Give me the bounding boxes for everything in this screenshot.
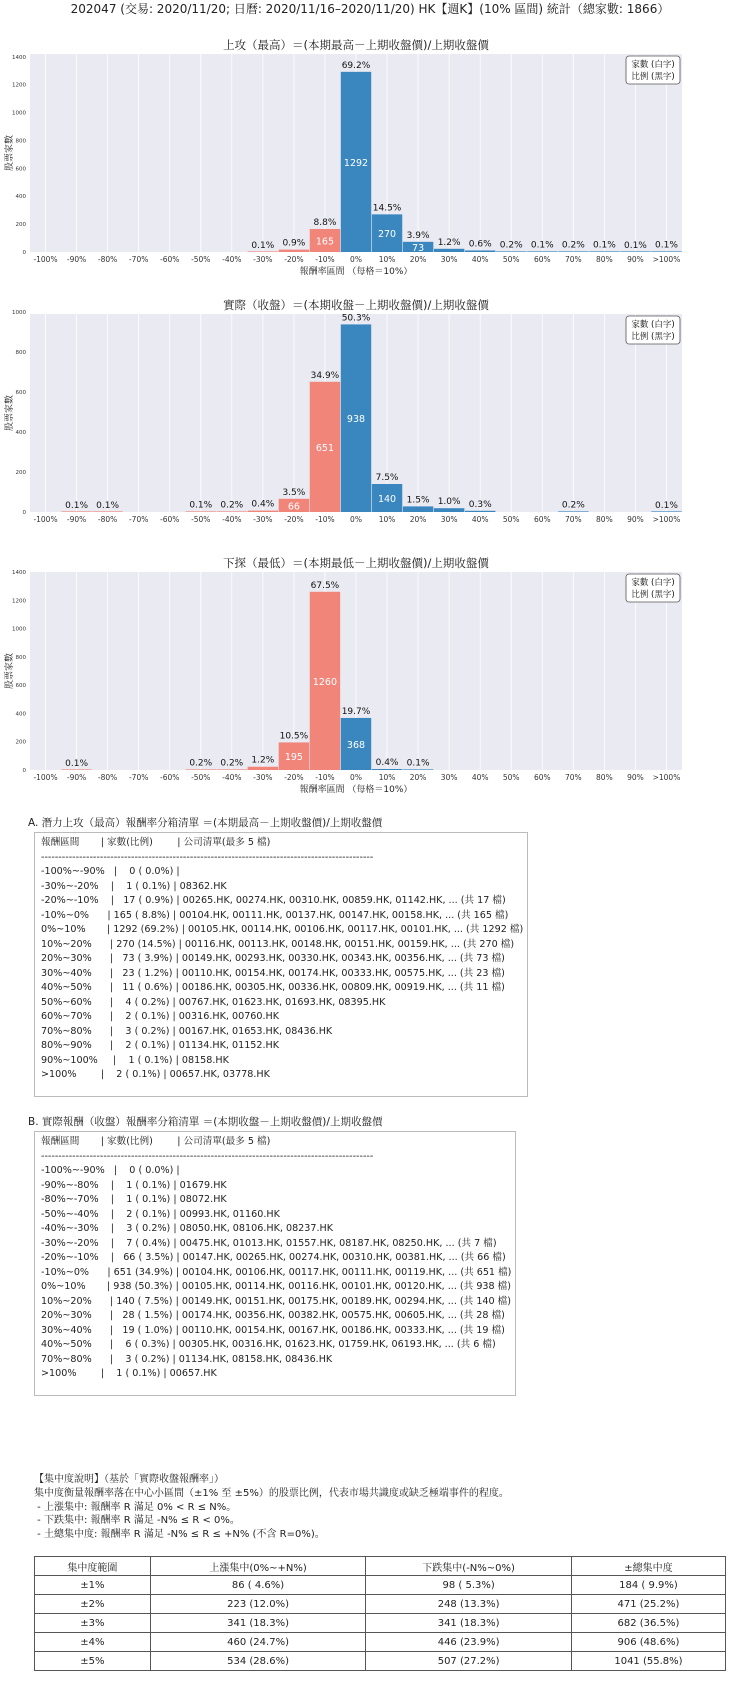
bar-pct-label: 0.1% xyxy=(530,240,554,251)
bar xyxy=(92,511,122,512)
bar xyxy=(217,769,247,770)
x-tick-label: -20% xyxy=(284,255,304,264)
table-row: 30%~40% | 23 ( 1.2%) | 00110.HK, 00154.HK, 00174.HK, 00333.HK, 00575.HK, ... (共 23 檔) xyxy=(41,967,505,979)
section-a-separator: ------------------------------------------------------------------------------------------------ xyxy=(41,851,374,863)
concentration-cell: 341 (18.3%) xyxy=(366,1614,572,1633)
table-row: 70%~80% | 3 ( 0.2%) | 00167.HK, 01653.HK, 08436.HK xyxy=(41,1025,333,1037)
y-tick-label: 800 xyxy=(15,138,26,145)
bar-pct-label: 50.3% xyxy=(341,313,371,324)
section-a-header: 報酬區間 | 家數(比例) | 公司清單(最多 5 檔) xyxy=(41,837,271,848)
section-b-title: B. 實際報酬（收盤）報酬率分箱清單 ＝(本期收盤－上期收盤價)/上期收盤價 xyxy=(28,1116,383,1128)
x-tick-label: -10% xyxy=(315,255,335,264)
bar-count-label: 1292 xyxy=(343,157,369,169)
section-b-table xyxy=(34,1131,516,1396)
page-title: 202047 (交易: 2020/11/20; 日曆: 2020/11/16–2020/11/20) HK【週K】(10% 區間) 統計（總家數: 1866） xyxy=(70,2,670,16)
section-b-separator: ------------------------------------------------------------------------------------------------ xyxy=(41,1150,374,1162)
x-axis-label: 報酬率區間 （每格＝10%） xyxy=(299,267,413,277)
concentration-note: 【集中度說明】（基於「實際收盤報酬率」） xyxy=(34,1474,224,1485)
y-tick-label: 1200 xyxy=(12,82,26,89)
concentration-row xyxy=(35,1595,726,1614)
x-tick-label: 90% xyxy=(627,515,644,524)
legend-entry: 家數 (白字) xyxy=(631,60,675,70)
x-tick-label: -40% xyxy=(222,773,242,782)
concentration-cell: ±2% xyxy=(35,1595,151,1614)
concentration-row xyxy=(35,1633,726,1652)
y-tick-label: 200 xyxy=(15,739,26,746)
bar-pct-label: 7.5% xyxy=(375,473,399,483)
bar xyxy=(248,767,278,770)
concentration-cell: 471 (25.2%) xyxy=(571,1595,725,1614)
y-axis-label: 股票家數 xyxy=(5,134,15,172)
bar-count-label: 1260 xyxy=(312,676,338,688)
bar-pct-label: 0.1% xyxy=(65,500,89,511)
x-tick-label: -90% xyxy=(66,255,87,264)
bar-pct-label: 0.1% xyxy=(65,758,89,769)
x-tick-label: 20% xyxy=(409,255,427,264)
bar xyxy=(434,508,464,512)
table-row: -30%~-20% | 1 ( 0.1%) | 08362.HK xyxy=(41,880,227,892)
table-row: 50%~60% | 4 ( 0.2%) | 00767.HK, 01623.HK, 01693.HK, 08395.HK xyxy=(41,996,386,1008)
bar-pct-label: 19.7% xyxy=(341,706,371,717)
x-tick-label: 60% xyxy=(533,515,551,524)
legend-entry: 比例 (黑字) xyxy=(631,590,675,600)
bar-pct-label: 0.1% xyxy=(189,500,213,511)
table-row: 0%~10% | 938 (50.3%) | 00105.HK, 00114.HK, 00116.HK, 00101.HK, 00120.HK, ... (共 938 檔) xyxy=(41,1281,512,1292)
y-tick-label: 1000 xyxy=(12,110,26,117)
concentration-cell: ±5% xyxy=(35,1652,151,1671)
y-axis-label: 股票家數 xyxy=(5,652,15,690)
table-row: -10%~0% | 651 (34.9%) | 00104.HK, 00106.HK, 00117.HK, 00111.HK, 00119.HK, ... (共 651 檔) xyxy=(41,1266,512,1278)
x-tick-label: -40% xyxy=(222,255,242,264)
y-tick-label: 400 xyxy=(15,194,26,201)
x-tick-label: >100% xyxy=(652,773,681,782)
x-tick-label: -70% xyxy=(128,773,149,782)
x-tick-label: -100% xyxy=(33,515,58,524)
bar-pct-label: 0.2% xyxy=(189,758,213,769)
chart-upside xyxy=(0,38,740,288)
concentration-header-row xyxy=(35,1557,726,1576)
bar xyxy=(217,511,247,512)
x-tick-label: 90% xyxy=(627,255,644,264)
bar-pct-label: 0.2% xyxy=(499,240,523,251)
table-row: 10%~20% | 270 (14.5%) | 00116.HK, 00113.HK, 00148.HK, 00151.HK, 00159.HK, ... (共 270 檔) xyxy=(41,938,515,950)
x-tick-label: 30% xyxy=(440,255,458,264)
x-tick-label: -20% xyxy=(284,773,304,782)
concentration-cell: 534 (28.6%) xyxy=(150,1652,366,1671)
bar xyxy=(248,251,278,252)
bar-pct-label: 34.9% xyxy=(310,370,340,381)
concentration-cell: 446 (23.9%) xyxy=(366,1633,572,1652)
col-header: 上漲集中(0%~+N%) xyxy=(150,1557,366,1576)
x-tick-label: 10% xyxy=(378,773,396,782)
bar xyxy=(558,511,588,512)
table-row: -90%~-80% | 1 ( 0.1%) | 01679.HK xyxy=(41,1179,227,1191)
bar xyxy=(61,511,91,512)
x-tick-label: -60% xyxy=(160,773,180,782)
section-b-header: 報酬區間 | 家數(比例) | 公司清單(最多 5 檔) xyxy=(41,1136,271,1147)
col-header: 下跌集中(-N%~0%) xyxy=(366,1557,572,1576)
y-tick-label: 1200 xyxy=(12,598,26,605)
x-tick-label: 0% xyxy=(350,773,362,782)
bar-count-label: 73 xyxy=(412,242,425,254)
bar-pct-label: 0.1% xyxy=(406,758,430,769)
x-tick-label: 70% xyxy=(564,773,582,782)
x-tick-label: -80% xyxy=(97,773,118,782)
chart-title: 上攻（最高）＝(本期最高－上期收盤價)/上期收盤價 xyxy=(223,38,489,52)
bar-count-label: 140 xyxy=(377,494,397,505)
bar-pct-label: 3.5% xyxy=(282,487,306,498)
bar xyxy=(496,251,526,252)
bar xyxy=(589,251,619,252)
concentration-note: - 下跌集中: 報酬率 R 滿足 -N% ≤ R < 0%。 xyxy=(34,1515,240,1527)
legend-entry: 比例 (黑字) xyxy=(631,72,675,82)
bar xyxy=(61,769,91,770)
table-row: -80%~-70% | 1 ( 0.1%) | 08072.HK xyxy=(41,1194,227,1205)
bar xyxy=(465,250,495,252)
table-row: 80%~90% | 2 ( 0.1%) | 01134.HK, 01152.HK xyxy=(41,1040,280,1051)
table-row: -100%~-90% | 0 ( 0.0%) | xyxy=(41,866,180,877)
bar xyxy=(279,250,309,252)
table-row: 10%~20% | 140 ( 7.5%) | 00149.HK, 00151.HK, 00175.HK, 00189.HK, 00294.HK, ... (共 140 檔) xyxy=(41,1295,512,1307)
x-tick-label: 30% xyxy=(440,515,458,524)
bar-pct-label: 69.2% xyxy=(341,60,371,71)
table-row: 70%~80% | 3 ( 0.2%) | 01134.HK, 08158.HK, 08436.HK xyxy=(41,1353,333,1365)
table-row: 30%~40% | 19 ( 1.0%) | 00110.HK, 00154.HK, 00167.HK, 00186.HK, 00333.HK, ... (共 19 檔) xyxy=(41,1324,505,1336)
table-row: -40%~-30% | 3 ( 0.2%) | 08050.HK, 08106.HK, 08237.HK xyxy=(41,1223,334,1234)
bar-pct-label: 0.6% xyxy=(468,239,492,250)
bar xyxy=(558,251,588,252)
x-tick-label: 20% xyxy=(409,773,427,782)
y-tick-label: 600 xyxy=(15,166,26,173)
table-row: -30%~-20% | 7 ( 0.4%) | 00475.HK, 01013.HK, 01557.HK, 08187.HK, 08250.HK, ... (共 7 檔) xyxy=(41,1237,497,1249)
x-tick-label: -20% xyxy=(284,515,304,524)
concentration-cell: 98 ( 5.3%) xyxy=(366,1576,572,1595)
table-row: 0%~10% | 1292 (69.2%) | 00105.HK, 00114.HK, 00106.HK, 00117.HK, 00101.HK, ... (共 1292 檔) xyxy=(41,924,524,935)
concentration-cell: ±3% xyxy=(35,1614,151,1633)
y-axis-label: 股票家數 xyxy=(5,394,15,432)
concentration-cell: 184 ( 9.9%) xyxy=(571,1576,725,1595)
y-tick-label: 1000 xyxy=(12,626,26,633)
bar-pct-label: 0.3% xyxy=(468,499,492,510)
concentration-cell: ±1% xyxy=(35,1576,151,1595)
section-a-title: A. 潛力上攻（最高）報酬率分箱清單 ＝(本期最高－上期收盤價)/上期收盤價 xyxy=(28,817,383,829)
bar-pct-label: 0.2% xyxy=(561,240,585,251)
x-tick-label: -90% xyxy=(66,515,87,524)
bar-pct-label: 1.2% xyxy=(437,237,461,248)
concentration-cell: 223 (12.0%) xyxy=(150,1595,366,1614)
x-tick-label: -100% xyxy=(33,773,58,782)
x-tick-label: -50% xyxy=(191,773,211,782)
bar-pct-label: 0.1% xyxy=(655,500,678,511)
bar xyxy=(651,511,681,512)
concentration-cell: 1041 (55.8%) xyxy=(571,1652,725,1671)
bar-count-label: 165 xyxy=(315,236,335,248)
x-tick-label: -10% xyxy=(315,773,335,782)
bar-pct-label: 0.1% xyxy=(592,240,616,251)
concentration-cell: 460 (24.7%) xyxy=(150,1633,366,1652)
x-tick-label: 10% xyxy=(378,515,396,524)
x-axis-label: 報酬率區間 （每格＝10%） xyxy=(299,785,413,795)
y-tick-label: 200 xyxy=(15,470,26,476)
table-row: -10%~0% | 165 ( 8.8%) | 00104.HK, 00111.HK, 00137.HK, 00147.HK, 00158.HK, ... (共 165 檔) xyxy=(41,909,509,921)
table-row: 40%~50% | 6 ( 0.3%) | 00305.HK, 00316.HK, 01623.HK, 01759.HK, 06193.HK, ... (共 6 檔) xyxy=(41,1339,496,1350)
y-tick-label: 400 xyxy=(15,711,26,718)
x-tick-label: 50% xyxy=(502,515,520,524)
x-tick-label: >100% xyxy=(652,255,681,264)
bar-count-label: 270 xyxy=(377,229,397,241)
bar-pct-label: 0.1% xyxy=(623,240,647,251)
x-tick-label: 50% xyxy=(502,773,520,782)
bar xyxy=(372,769,402,770)
bar xyxy=(186,511,216,512)
y-tick-label: 600 xyxy=(15,390,26,396)
y-tick-label: 1400 xyxy=(12,570,26,576)
x-tick-label: 30% xyxy=(440,773,458,782)
concentration-cell: 86 ( 4.6%) xyxy=(150,1576,366,1595)
bar-pct-label: 0.1% xyxy=(96,500,120,511)
bar-pct-label: 1.2% xyxy=(251,755,275,766)
bar-pct-label: 0.1% xyxy=(251,240,275,251)
chart-title: 下探（最低）＝(本期最低－上期收盤價)/上期收盤價 xyxy=(223,556,489,570)
x-tick-label: 80% xyxy=(596,255,613,264)
y-tick-label: 400 xyxy=(15,430,26,436)
concentration-cell: ±4% xyxy=(35,1633,151,1652)
table-row: -50%~-40% | 2 ( 0.1%) | 00993.HK, 01160.HK xyxy=(41,1208,280,1220)
concentration-row xyxy=(35,1576,726,1595)
bar-pct-label: 0.2% xyxy=(220,758,244,769)
chart-title: 實際（收盤）＝(本期收盤－上期收盤價)/上期收盤價 xyxy=(223,298,489,312)
concentration-note: 集中度衡量報酬率落在中心小區間（±1% 至 ±5%）的股票比例，代表市場共識度或缺乏極端事件的程度。 xyxy=(34,1487,509,1499)
x-tick-label: -30% xyxy=(253,773,273,782)
col-header: 集中度範圍 xyxy=(35,1557,151,1576)
x-tick-label: 0% xyxy=(350,255,362,264)
y-tick-label: 800 xyxy=(15,350,26,356)
chart-downside xyxy=(0,556,740,814)
x-tick-label: -30% xyxy=(253,255,273,264)
x-tick-label: >100% xyxy=(652,515,681,524)
x-tick-label: -70% xyxy=(128,255,149,264)
bar-pct-label: 0.4% xyxy=(251,499,275,510)
table-row: -100%~-90% | 0 ( 0.0%) | xyxy=(41,1165,180,1176)
x-tick-label: 20% xyxy=(409,515,427,524)
y-tick-label: 1000 xyxy=(12,310,26,316)
table-row: 20%~30% | 28 ( 1.5%) | 00174.HK, 00356.HK, 00382.HK, 00575.HK, 00605.HK, ... (共 28 檔) xyxy=(41,1310,505,1321)
chart-close xyxy=(0,298,740,548)
table-row: >100% | 2 ( 0.1%) | 00657.HK, 03778.HK xyxy=(41,1069,270,1080)
x-tick-label: 40% xyxy=(471,773,489,782)
x-tick-label: -100% xyxy=(33,255,58,264)
concentration-cell: 507 (27.2%) xyxy=(366,1652,572,1671)
bar-pct-label: 0.2% xyxy=(220,500,244,511)
bar xyxy=(465,511,495,512)
x-tick-label: -70% xyxy=(128,515,149,524)
bar-count-label: 66 xyxy=(287,501,300,513)
table-row: >100% | 1 ( 0.1%) | 00657.HK xyxy=(41,1368,217,1379)
col-header: ±總集中度 xyxy=(571,1557,725,1576)
y-tick-label: 0 xyxy=(22,250,26,256)
concentration-cell: 341 (18.3%) xyxy=(150,1614,366,1633)
x-tick-label: 90% xyxy=(627,773,644,782)
bar-pct-label: 14.5% xyxy=(372,203,402,214)
y-tick-label: 800 xyxy=(15,654,26,661)
y-tick-label: 0 xyxy=(22,768,26,774)
bar xyxy=(186,769,216,770)
bar xyxy=(620,251,650,252)
bar xyxy=(651,251,681,252)
table-row: 20%~30% | 73 ( 3.9%) | 00149.HK, 00293.HK, 00330.HK, 00343.HK, 00356.HK, ... (共 73 檔) xyxy=(41,953,505,964)
legend-entry: 比例 (黑字) xyxy=(631,332,675,342)
table-row: 40%~50% | 11 ( 0.6%) | 00186.HK, 00305.HK, 00336.HK, 00809.HK, 00919.HK, ... (共 11 檔) xyxy=(41,982,505,993)
bar-pct-label: 1.5% xyxy=(406,495,430,506)
x-tick-label: 70% xyxy=(564,255,582,264)
bar xyxy=(248,511,278,512)
bar-pct-label: 0.2% xyxy=(561,500,585,511)
y-tick-label: 600 xyxy=(15,683,26,690)
x-tick-label: 60% xyxy=(533,773,551,782)
concentration-cell: 906 (48.6%) xyxy=(571,1633,725,1652)
bar xyxy=(403,769,433,770)
bar xyxy=(403,506,433,512)
bar xyxy=(434,249,464,252)
concentration-row xyxy=(35,1614,726,1633)
table-row: 60%~70% | 2 ( 0.1%) | 00316.HK, 00760.HK xyxy=(41,1011,280,1022)
bar-pct-label: 8.8% xyxy=(313,217,337,228)
x-tick-label: 80% xyxy=(596,515,613,524)
table-row: 90%~100% | 1 ( 0.1%) | 08158.HK xyxy=(41,1054,229,1066)
bar-pct-label: 0.4% xyxy=(375,758,399,769)
bar-pct-label: 67.5% xyxy=(310,580,340,591)
bar-count-label: 368 xyxy=(346,739,366,751)
x-tick-label: -30% xyxy=(253,515,273,524)
concentration-cell: 682 (36.5%) xyxy=(571,1614,725,1633)
x-tick-label: 0% xyxy=(350,515,362,524)
concentration-cell: 248 (13.3%) xyxy=(366,1595,572,1614)
bar-pct-label: 10.5% xyxy=(279,731,309,742)
concentration-table xyxy=(34,1556,726,1671)
bar-count-label: 938 xyxy=(346,414,366,426)
y-tick-label: 1400 xyxy=(12,54,26,61)
concentration-notes xyxy=(34,1473,509,1542)
concentration-row xyxy=(35,1652,726,1671)
x-tick-label: 40% xyxy=(471,255,489,264)
x-tick-label: -50% xyxy=(191,515,211,524)
y-tick-label: 0 xyxy=(22,510,26,516)
x-tick-label: 80% xyxy=(596,773,613,782)
x-tick-label: -80% xyxy=(97,515,118,524)
x-tick-label: -40% xyxy=(222,515,242,524)
legend-entry: 家數 (白字) xyxy=(631,320,675,330)
concentration-note: - 上漲集中: 報酬率 R 滿足 0% < R ≤ N%。 xyxy=(34,1501,237,1513)
x-tick-label: 70% xyxy=(564,515,582,524)
bar-pct-label: 0.1% xyxy=(655,240,678,251)
section-a-table xyxy=(34,832,528,1097)
table-row: -20%~-10% | 66 ( 3.5%) | 00147.HK, 00265.HK, 00274.HK, 00310.HK, 00381.HK, ... (共 66 檔) xyxy=(41,1252,506,1263)
bar-count-label: 195 xyxy=(284,752,303,764)
x-tick-label: -10% xyxy=(315,515,335,524)
x-tick-label: -60% xyxy=(160,255,180,264)
bar-count-label: 651 xyxy=(315,442,335,454)
bar-pct-label: 3.9% xyxy=(406,230,430,241)
x-tick-label: 40% xyxy=(471,515,489,524)
x-tick-label: -90% xyxy=(66,773,87,782)
x-tick-label: -80% xyxy=(97,255,118,264)
x-tick-label: 60% xyxy=(533,255,551,264)
bar xyxy=(527,251,557,252)
table-row: -20%~-10% | 17 ( 0.9%) | 00265.HK, 00274.HK, 00310.HK, 00859.HK, 01142.HK, ... (共 17 檔) xyxy=(41,895,506,906)
x-tick-label: -50% xyxy=(191,255,211,264)
legend-entry: 家數 (白字) xyxy=(631,578,675,588)
bar-pct-label: 0.9% xyxy=(282,238,306,249)
concentration-note: - 土總集中度: 報酬率 R 滿足 -N% ≤ R ≤ +N% (不含 R=0%)。 xyxy=(34,1529,325,1541)
x-tick-label: 50% xyxy=(502,255,520,264)
bar-pct-label: 1.0% xyxy=(437,497,461,508)
x-tick-label: -60% xyxy=(160,515,180,524)
x-tick-label: 10% xyxy=(378,255,396,264)
y-tick-label: 200 xyxy=(15,222,26,229)
